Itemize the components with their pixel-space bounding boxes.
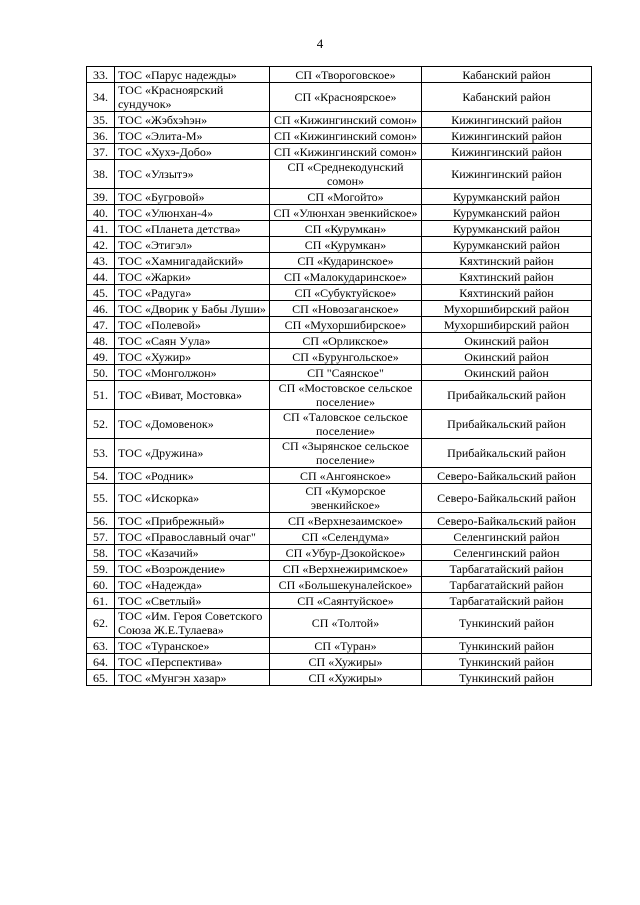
tos-name: ТОС «Радуга» [115, 285, 270, 301]
tos-name: ТОС «Дворик у Бабы Луши» [115, 301, 270, 317]
settlement-name: СП «Курумкан» [270, 237, 422, 253]
table-row [87, 670, 592, 686]
row-number: 60. [87, 577, 115, 593]
tos-name: ТОС «Бугровой» [115, 189, 270, 205]
table-row [87, 439, 592, 468]
settlement-name: СП "Саянское" [270, 365, 422, 381]
settlement-name: СП «Хужиры» [270, 670, 422, 686]
tos-name: ТОС «Возрождение» [115, 561, 270, 577]
settlement-name: СП «Ангоянское» [270, 468, 422, 484]
table-row [87, 577, 592, 593]
row-number: 47. [87, 317, 115, 333]
tos-name: ТОС «Жарки» [115, 269, 270, 285]
district-name: Прибайкальский район [422, 439, 592, 468]
district-name: Окинский район [422, 349, 592, 365]
tos-name: ТОС «Родник» [115, 468, 270, 484]
district-name: Мухоршибирский район [422, 317, 592, 333]
row-number: 58. [87, 545, 115, 561]
table-row [87, 513, 592, 529]
tos-name: ТОС «Казачий» [115, 545, 270, 561]
district-name: Тункинский район [422, 670, 592, 686]
settlement-name: СП «Кижингинский сомон» [270, 144, 422, 160]
table-row [87, 83, 592, 112]
row-number: 52. [87, 410, 115, 439]
tos-name: ТОС «Саян Уула» [115, 333, 270, 349]
settlement-name: СП «Убур-Дзокойское» [270, 545, 422, 561]
district-name: Северо-Байкальский район [422, 468, 592, 484]
row-number: 46. [87, 301, 115, 317]
table-row [87, 301, 592, 317]
tos-name: ТОС «Монголжон» [115, 365, 270, 381]
table-row [87, 593, 592, 609]
row-number: 33. [87, 67, 115, 83]
tos-name: ТОС «Улзытэ» [115, 160, 270, 189]
settlement-name: СП «Кижингинский сомон» [270, 128, 422, 144]
district-name: Кяхтинский район [422, 253, 592, 269]
district-name: Тарбагатайский район [422, 561, 592, 577]
district-name: Тарбагатайский район [422, 593, 592, 609]
tos-name: ТОС «Туранское» [115, 638, 270, 654]
district-name: Окинский район [422, 333, 592, 349]
table-row [87, 128, 592, 144]
row-number: 55. [87, 484, 115, 513]
row-number: 57. [87, 529, 115, 545]
table-row [87, 545, 592, 561]
row-number: 53. [87, 439, 115, 468]
row-number: 51. [87, 381, 115, 410]
tos-name: ТОС «Красноярский сундучок» [115, 83, 270, 112]
row-number: 50. [87, 365, 115, 381]
row-number: 64. [87, 654, 115, 670]
table-row [87, 253, 592, 269]
tos-name: ТОС «Им. Героя Советского Союза Ж.Е.Тулаева» [115, 609, 270, 638]
row-number: 35. [87, 112, 115, 128]
tos-name: ТОС «Надежда» [115, 577, 270, 593]
district-name: Кяхтинский район [422, 269, 592, 285]
tos-name: ТОС «Виват, Мостовка» [115, 381, 270, 410]
row-number: 49. [87, 349, 115, 365]
table-row [87, 561, 592, 577]
row-number: 56. [87, 513, 115, 529]
table-row [87, 112, 592, 128]
settlement-name: СП «Мухоршибирское» [270, 317, 422, 333]
table-row [87, 144, 592, 160]
district-name: Кяхтинский район [422, 285, 592, 301]
table-row [87, 381, 592, 410]
tos-name: ТОС «Жэбхэһэн» [115, 112, 270, 128]
district-name: Кабанский район [422, 67, 592, 83]
row-number: 59. [87, 561, 115, 577]
tos-name: ТОС «Хамнигадайский» [115, 253, 270, 269]
settlement-name: СП «Среднекодунский сомон» [270, 160, 422, 189]
row-number: 42. [87, 237, 115, 253]
settlement-name: СП «Большекуналейское» [270, 577, 422, 593]
row-number: 39. [87, 189, 115, 205]
settlement-name: СП «Селендума» [270, 529, 422, 545]
tos-table [86, 66, 592, 686]
tos-name: ТОС «Элита-М» [115, 128, 270, 144]
tos-name: ТОС «Светлый» [115, 593, 270, 609]
page-number: 4 [316, 36, 324, 51]
district-name: Курумканский район [422, 221, 592, 237]
district-name: Селенгинский район [422, 545, 592, 561]
table-row [87, 654, 592, 670]
table-row [87, 205, 592, 221]
table-row [87, 189, 592, 205]
district-name: Кижингинский район [422, 160, 592, 189]
settlement-name: СП «Улюнхан эвенкийское» [270, 205, 422, 221]
tos-name: ТОС «Прибрежный» [115, 513, 270, 529]
tos-name: ТОС «Мунгэн хазар» [115, 670, 270, 686]
tos-name: ТОС «Хужир» [115, 349, 270, 365]
district-name: Тарбагатайский район [422, 577, 592, 593]
row-number: 40. [87, 205, 115, 221]
tos-name: ТОС «Домовенок» [115, 410, 270, 439]
table-row [87, 269, 592, 285]
row-number: 48. [87, 333, 115, 349]
district-name: Северо-Байкальский район [422, 484, 592, 513]
settlement-name: СП «Красноярское» [270, 83, 422, 112]
settlement-name: СП «Курумкан» [270, 221, 422, 237]
table-row [87, 609, 592, 638]
tos-table-body [87, 67, 592, 686]
settlement-name: СП «Кижингинский сомон» [270, 112, 422, 128]
settlement-name: СП «Субуктуйское» [270, 285, 422, 301]
row-number: 44. [87, 269, 115, 285]
district-name: Кабанский район [422, 83, 592, 112]
row-number: 43. [87, 253, 115, 269]
tos-name: ТОС «Перспектива» [115, 654, 270, 670]
table-row [87, 333, 592, 349]
district-name: Окинский район [422, 365, 592, 381]
district-name: Прибайкальский район [422, 381, 592, 410]
settlement-name: СП «Твороговское» [270, 67, 422, 83]
district-name: Тункинский район [422, 609, 592, 638]
settlement-name: СП «Таловское сельское поселение» [270, 410, 422, 439]
settlement-name: СП «Зырянское сельское поселение» [270, 439, 422, 468]
settlement-name: СП «Верхнежиримское» [270, 561, 422, 577]
row-number: 34. [87, 83, 115, 112]
tos-name: ТОС «Дружина» [115, 439, 270, 468]
table-row [87, 221, 592, 237]
settlement-name: СП «Могойто» [270, 189, 422, 205]
district-name: Прибайкальский район [422, 410, 592, 439]
settlement-name: СП «Малокударинское» [270, 269, 422, 285]
row-number: 61. [87, 593, 115, 609]
table-row [87, 468, 592, 484]
table-row [87, 638, 592, 654]
district-name: Курумканский район [422, 189, 592, 205]
tos-name: ТОС «Православный очаг" [115, 529, 270, 545]
row-number: 63. [87, 638, 115, 654]
row-number: 41. [87, 221, 115, 237]
settlement-name: СП «Новозаганское» [270, 301, 422, 317]
tos-name: ТОС «Этигэл» [115, 237, 270, 253]
row-number: 54. [87, 468, 115, 484]
table-row [87, 529, 592, 545]
settlement-name: СП «Верхнезаимское» [270, 513, 422, 529]
tos-name: ТОС «Полевой» [115, 317, 270, 333]
district-name: Кижингинский район [422, 128, 592, 144]
table-row [87, 285, 592, 301]
settlement-name: СП «Мостовское сельское поселение» [270, 381, 422, 410]
settlement-name: СП «Туран» [270, 638, 422, 654]
district-name: Курумканский район [422, 205, 592, 221]
table-row [87, 317, 592, 333]
table-row [87, 160, 592, 189]
district-name: Кижингинский район [422, 144, 592, 160]
tos-name: ТОС «Хухэ-Добо» [115, 144, 270, 160]
settlement-name: СП «Хужиры» [270, 654, 422, 670]
row-number: 65. [87, 670, 115, 686]
row-number: 37. [87, 144, 115, 160]
district-name: Мухоршибирский район [422, 301, 592, 317]
settlement-name: СП «Куморское эвенкийское» [270, 484, 422, 513]
row-number: 62. [87, 609, 115, 638]
district-name: Тункинский район [422, 654, 592, 670]
row-number: 45. [87, 285, 115, 301]
tos-name: ТОС «Искорка» [115, 484, 270, 513]
district-name: Кижингинский район [422, 112, 592, 128]
table-row [87, 484, 592, 513]
settlement-name: СП «Бурунгольское» [270, 349, 422, 365]
row-number: 38. [87, 160, 115, 189]
table-row [87, 365, 592, 381]
tos-name: ТОС «Парус надежды» [115, 67, 270, 83]
table-row [87, 410, 592, 439]
district-name: Северо-Байкальский район [422, 513, 592, 529]
settlement-name: СП «Саянтуйское» [270, 593, 422, 609]
table-row [87, 67, 592, 83]
district-name: Тункинский район [422, 638, 592, 654]
settlement-name: СП «Толтой» [270, 609, 422, 638]
table-row [87, 237, 592, 253]
tos-name: ТОС «Планета детства» [115, 221, 270, 237]
settlement-name: СП «Орликское» [270, 333, 422, 349]
table-row [87, 349, 592, 365]
district-name: Курумканский район [422, 237, 592, 253]
district-name: Селенгинский район [422, 529, 592, 545]
settlement-name: СП «Кударинское» [270, 253, 422, 269]
row-number: 36. [87, 128, 115, 144]
tos-name: ТОС «Улюнхан-4» [115, 205, 270, 221]
